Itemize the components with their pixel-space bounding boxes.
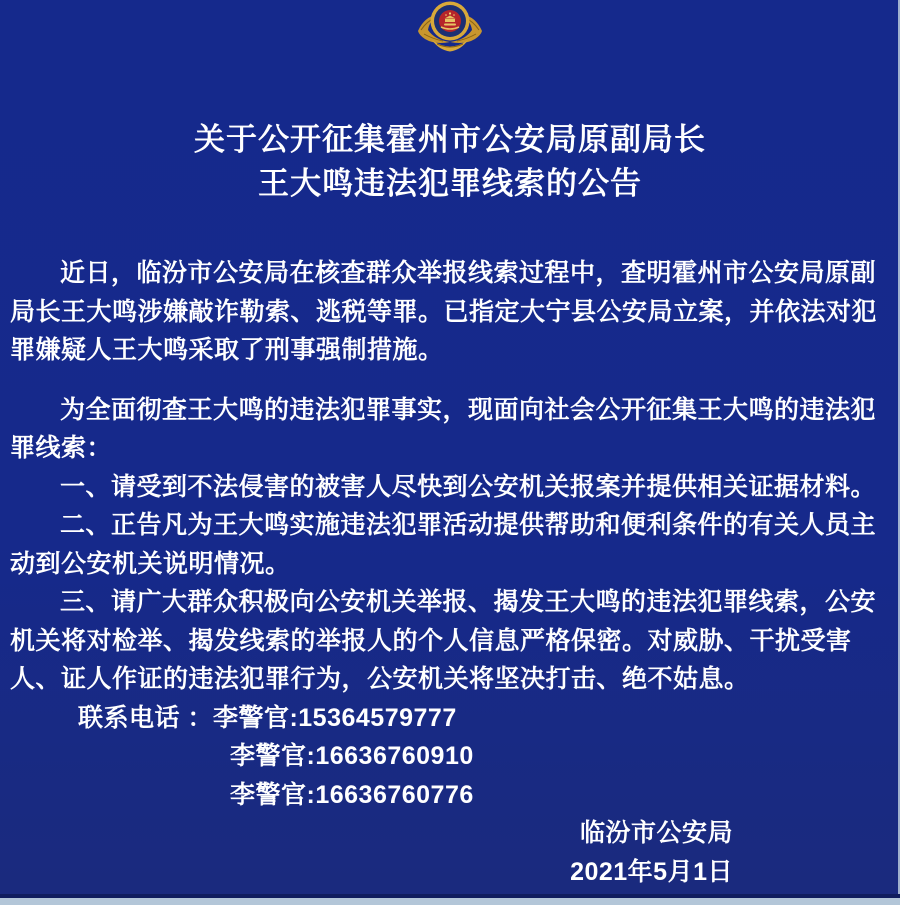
signature-date: 2021年5月1日 xyxy=(570,857,733,886)
paragraph-item-3: 三、请广大群众积极向公安机关举报、揭发王大鸣的违法犯罪线索，公安机关将对检举、揭发线索的举报人的个人信息严格保密。对威胁、干扰受害人、证人作证的违法犯罪行为，公安机关将坚决打击、绝不姑息。 xyxy=(10,588,877,693)
police-badge-icon xyxy=(0,0,900,52)
paragraph-item-2: 二、正告凡为王大鸣实施违法犯罪活动提供帮助和便利条件的有关人员主动到公安机关说明情况。 xyxy=(10,511,877,578)
notice-body xyxy=(0,254,900,891)
police-badge-graphic xyxy=(415,0,485,52)
paragraph-solicitation: 为全面彻查王大鸣的违法犯罪事实，现面向社会公开征集王大鸣的违法犯罪线索： xyxy=(10,395,877,462)
image-bottom-edge xyxy=(0,894,900,905)
contact-phone-1: 李警官:15364579777 xyxy=(212,703,457,732)
contact-label: 联系电话 ： xyxy=(78,703,213,732)
contact-phone-line-2 xyxy=(10,737,890,776)
title-line-1: 关于公开征集霍州市公安局原副局长 xyxy=(194,122,706,157)
paragraph-case-summary: 近日，临汾市公安局在核查群众举报线索过程中，查明霍州市公安局原副局长王大鸣涉嫌敲诈勒索、逃税等罪。已指定大宁县公安局立案，并依法对犯罪嫌疑人王大鸣采取了刑事强制措施。 xyxy=(10,259,878,364)
contact-phone-3: 李警官:16636760776 xyxy=(230,780,474,809)
contact-phone-2: 李警官:16636760910 xyxy=(230,742,474,770)
title-line-2: 王大鸣违法犯罪线索的公告 xyxy=(258,166,642,201)
paragraph-item-1: 一、请受到不法侵害的被害人尽快到公安机关报案并提供相关证据材料。 xyxy=(60,472,877,501)
contact-phone-line-1 xyxy=(10,699,890,738)
notice-title xyxy=(0,118,900,206)
contact-phone-line-3 xyxy=(10,776,890,815)
signature-agency: 临汾市公安局 xyxy=(579,819,733,847)
